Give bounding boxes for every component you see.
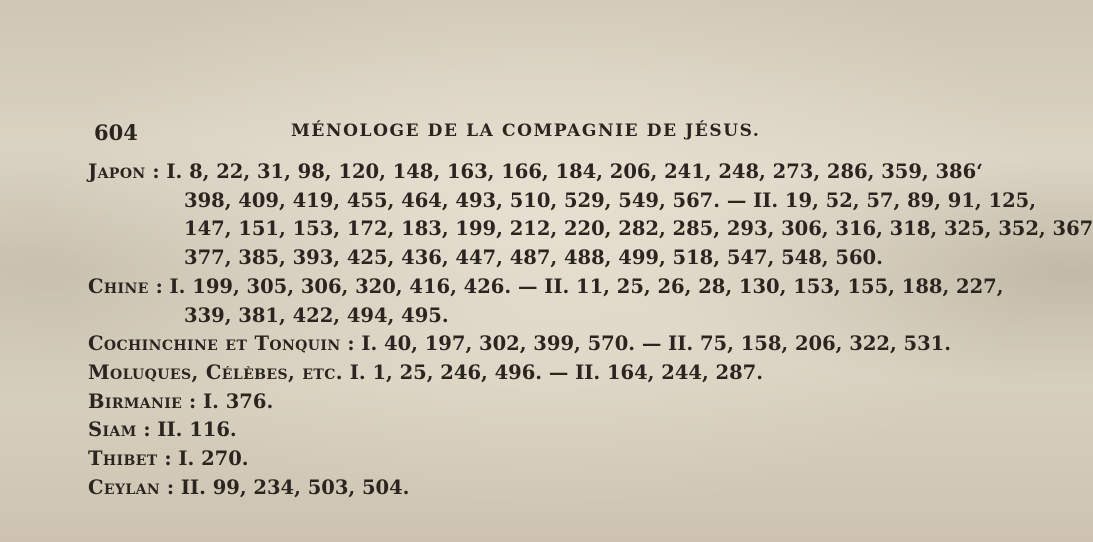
index-entry-cochinchine: [88, 330, 952, 359]
entry-line: [88, 388, 928, 417]
entry-line: 377, 385, 393, 425, 436, 447, 487, 488, 499, 518, 547, 548, 560.: [184, 246, 883, 270]
entry-line: 147, 151, 153, 172, 183, 199, 212, 220, 282, 285, 293, 306, 316, 318, 325, 352, 367: [184, 217, 1093, 241]
entry-line: [88, 416, 928, 445]
entry-references: : II. 99, 234, 503, 504.: [166, 475, 410, 499]
entry-line: [88, 445, 928, 474]
entry-place: Moluques, Célèbes, etc.: [88, 360, 343, 384]
entry-line: [88, 330, 952, 359]
entry-references: : I. 376.: [189, 389, 274, 413]
entry-references: : I. 199, 305, 306, 320, 416, 426. — II. 11, 25, 26, 28, 130, 153, 155, 188, 227,: [155, 274, 1004, 298]
entry-place: Cochinchine et Tonquin: [88, 332, 341, 356]
index-entry-birmanie: [88, 388, 928, 417]
entry-line: [88, 273, 1004, 302]
entry-references: : I. 40, 197, 302, 399, 570. — II. 75, 158, 206, 322, 531.: [347, 332, 952, 356]
entry-line: 398, 409, 419, 455, 464, 493, 510, 529, 549, 567. — II. 19, 52, 57, 89, 91, 125,: [184, 188, 1036, 212]
entry-place: Thibet: [88, 447, 158, 471]
index-entry-japon: [88, 158, 1093, 273]
running-title: MÉNOLOGE DE LA COMPAGNIE DE JÉSUS.: [291, 121, 761, 141]
index-entry-chine: [88, 273, 1004, 330]
entry-place: Ceylan: [88, 475, 161, 499]
entry-references: : II. 116.: [143, 418, 237, 442]
entry-line: [88, 359, 928, 388]
entry-place: Chine: [88, 274, 149, 298]
index-entry-thibet: [88, 445, 928, 474]
entry-references: I. 1, 25, 246, 496. — II. 164, 244, 287.: [349, 360, 764, 384]
index-entry-ceylan: [88, 474, 928, 503]
index-entry-moluques: [88, 359, 928, 388]
page-number: 604: [94, 120, 138, 145]
entry-place: Siam: [88, 418, 137, 442]
entry-line: [88, 474, 928, 503]
entry-references: : I. 8, 22, 31, 98, 120, 148, 163, 166, 184, 206, 241, 248, 273, 286, 359, 386‘: [152, 160, 983, 183]
entry-line: [88, 158, 983, 187]
entry-place: Birmanie: [88, 389, 183, 413]
index-entry-siam: [88, 416, 928, 445]
index-entries: [88, 158, 1093, 502]
entry-place: Japon: [88, 160, 146, 183]
entry-references: : I. 270.: [164, 447, 249, 471]
entry-line: 339, 381, 422, 494, 495.: [184, 303, 449, 327]
page-header: [94, 118, 761, 148]
